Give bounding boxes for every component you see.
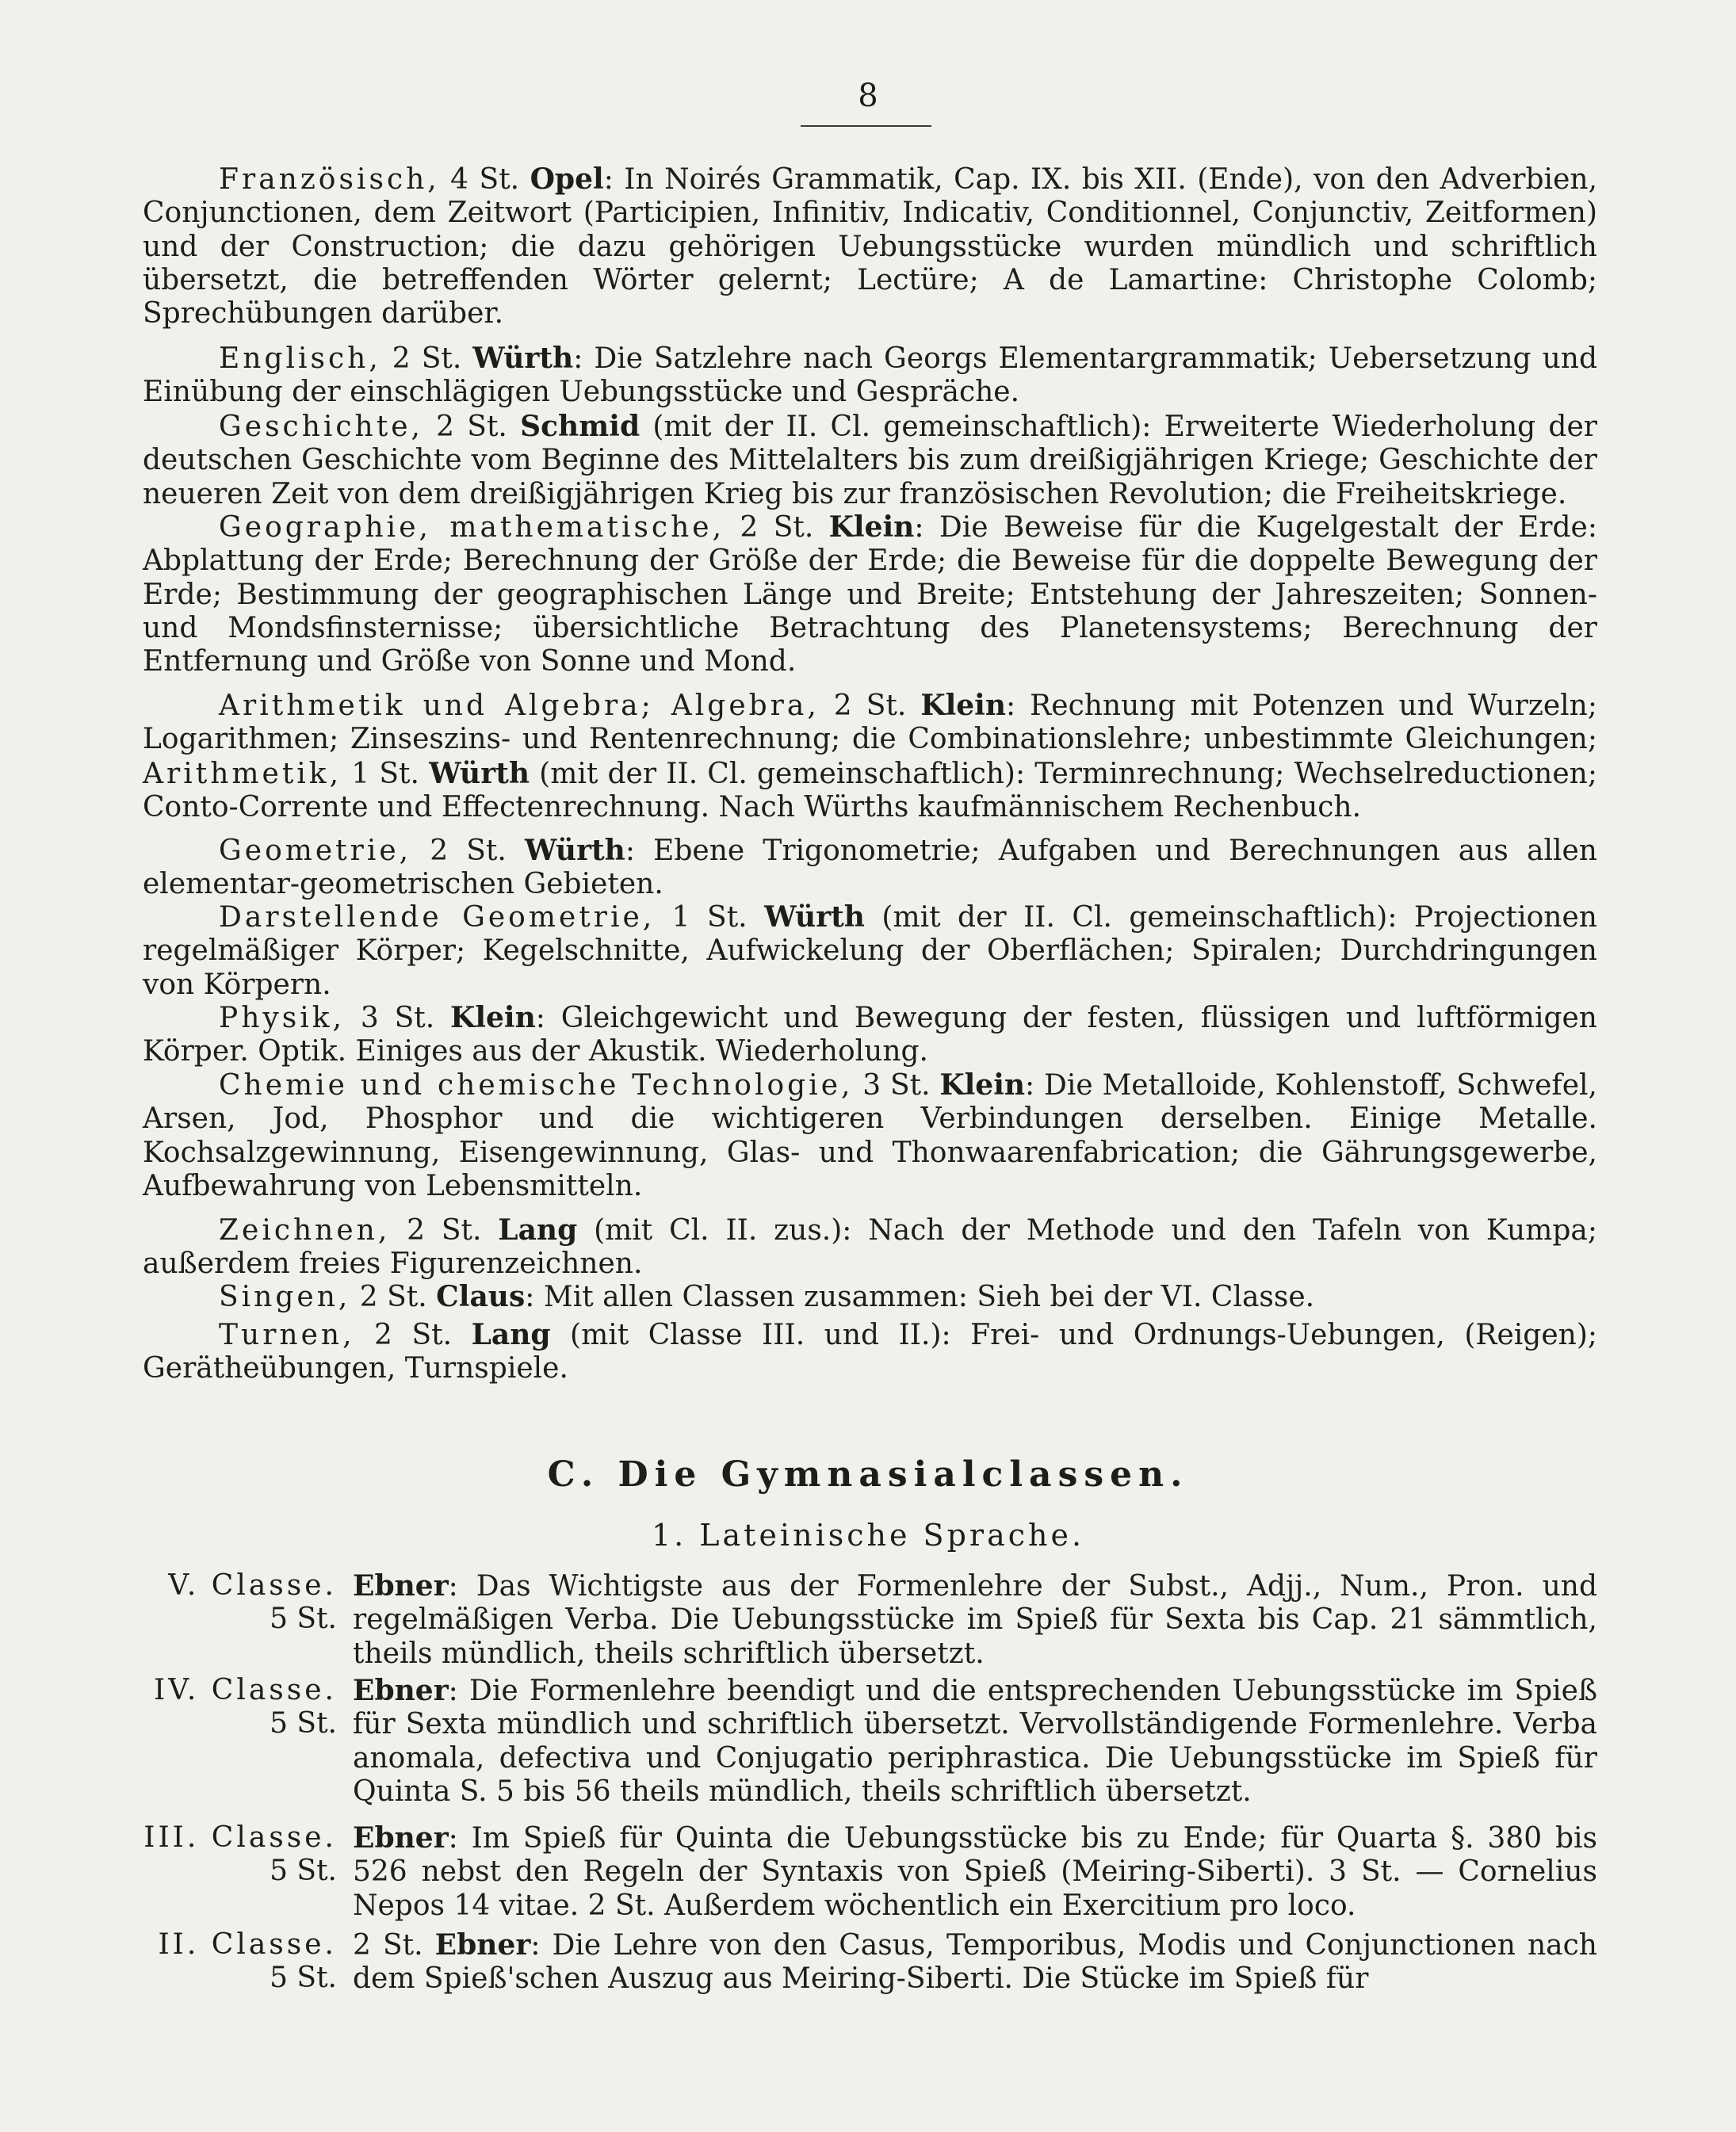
class-name: V. Classe. [168,1569,337,1602]
class-hours: 5 St. [270,1603,337,1636]
subject-hours: 2 St. [725,511,829,544]
subject-name: Arithmetik und Algebra; Algebra, [219,690,820,722]
class-label [143,1928,337,1996]
class-label [143,1821,337,1889]
class-name: III. Classe. [143,1821,337,1854]
subject-content: (mit der II. Cl. gemeinschaftlich): Erweiterte Wiederholung der deutschen Geschichte vom Beginne des Mittelalters bis zum dreißigjährigen Kriege; Geschichte der neueren Zeit von dem dreißigjährigen Krieg bis zur französischen Revolution; die Freiheitskriege. [143,411,1597,510]
subject-name: Singen, [219,1281,351,1313]
paragraph-zeichnen [143,1213,1597,1282]
class-hours: 5 St. [270,1962,337,1995]
class-content [353,1569,1597,1671]
paragraph-franzoesisch [143,162,1597,330]
paragraph-chemie [143,1068,1597,1203]
subject-hours: 2 St. [380,342,473,375]
paragraph-arithmetik-algebra [143,689,1597,824]
subject-content: : In Noirés Grammatik, Cap. IX. bis XII. (Ende), von den Adverbien, Conjunctionen, dem Zeitwort (Participien, Infinitiv, Indicativ, Conditionnel, Conjunctiv, Zeitformen) und der Construction; die dazu gehörigen Uebungsstücke wurden mündlich und schriftlich übersetzt, die betreffenden Wörter gelernt; Lectüre; A de Lamartine: Christophe Colomb; Sprechübungen darüber. [143,163,1598,330]
subject-content: : Gleichgewicht und Bewegung der festen, flüssigen und luftförmigen Körper. Optik. Einiges aus der Akustik. Wiederholung. [143,1002,1597,1068]
class-content [353,1928,1597,1996]
class-name: II. Classe. [158,1928,337,1961]
class-content-text: : Das Wichtigste aus der Formenlehre der Subst., Adjj., Num., Pron. und regelmäßigen Verba. Die Uebungsstücke im Spieß für Sexta bis Cap. 21 sämmtlich, theils mündlich, theils schriftlich übersetzt. [353,1570,1597,1670]
subject-name: Zeichnen, [219,1214,391,1247]
subject-name: Geometrie, [219,835,412,867]
subject-content: : Die Beweise für die Kugelgestalt der Erde: Abplattung der Erde; Berechnung der Größe der Erde; die Beweise für die doppelte Bewegung der Erde; Bestimmung der geographischen Länge und Breite; Entstehung der Jahreszeiten; Sonnen- und Mondsfinsternisse; übersichtliche Betrachtung des Planetensystems; Berechnung der Entfernung und Größe von Sonne und Mond. [143,511,1597,678]
subject-content: (mit Classe III. und II.): Frei- und Ordnungs-Uebungen, (Reigen); Gerätheübungen, Turnspiele. [143,1319,1597,1385]
teacher-name: Ebner [353,1569,449,1603]
section-heading: C. Die Gymnasialclassen. [547,1454,1189,1495]
teacher-name: Ebner [434,1928,531,1962]
teacher-name: Klein [450,1001,536,1034]
subject-hours: 2 St. [423,411,521,443]
class-content-text: : Die Lehre von den Casus, Temporibus, Modis und Conjunctionen nach dem Spieß'schen Auszug aus Meiring-Siberti. Die Stücke im Spieß für [353,1929,1597,1996]
teacher-name: Klein [939,1068,1026,1102]
subject-name: Chemie und chemische Technologie, [219,1069,854,1102]
subject-name: Geographie, mathematische, [219,511,725,544]
class-content [353,1674,1597,1809]
teacher-name: Lang [498,1213,578,1247]
subject-hours: 2 St. [819,690,921,722]
subject-content: : Rechnung mit Potenzen und Wurzeln; Logarithmen; Zinseszins- und Rentenrechnung; die Combinationslehre; unbestimmte Gleichungen; [143,690,1597,756]
subject-hours: 2 St. [354,1319,472,1351]
subject-content: : Die Metalloide, Kohlenstoff, Schwefel, Arsen, Jod, Phosphor und die wichtigeren Verbindungen derselben. Einige Metalle. Kochsalzgewinnung, Eisengewinnung, Glas- und Thonwaarenfabrication; die Gährungsgewerbe, Aufbewahrung von Lebensmitteln. [143,1069,1598,1202]
class-label [143,1674,337,1741]
subject-hours: 4 St. [439,163,530,196]
subject-hours: 2 St. [411,835,525,867]
class-label [143,1569,337,1637]
subject-content: : Mit allen Classen zusammen: Sieh bei der VI. Classe. [525,1281,1315,1313]
teacher-name: Würth [764,900,865,934]
teacher-name: Würth [524,834,625,867]
paragraph-turnen [143,1318,1597,1386]
teacher-name: Ebner [353,1821,449,1855]
subject-hours: 2 St. [350,1281,437,1313]
class-content-text: : Die Formenlehre beendigt und die entsprechenden Uebungsstücke im Spieß für Sexta mündlich und schriftlich übersetzt. Vervollständigende Formenlehre. Verba anomala, defectiva und Conjugatio periphrastica. Die Uebungsstücke im Spieß für Quinta S. 5 bis 56 theils mündlich, theils schriftlich übersetzt. [353,1675,1597,1808]
subject-name-arithmetik: Arithmetik, [143,757,342,790]
subject-name: Darstellende Geometrie, [219,901,656,934]
subject-content: (mit der II. Cl. gemeinschaftlich): Projectionen regelmäßiger Körper; Kegelschnitte, Aufwickelung der Oberflächen; Spiralen; Durchdringungen von Körpern. [143,901,1597,1001]
section-subheading: 1. Lateinische Sprache. [651,1518,1085,1553]
teacher-name: Lang [471,1318,551,1351]
paragraph-physik [143,1001,1597,1069]
class-hours: 5 St. [270,1855,337,1888]
teacher-name: Klein [828,510,915,544]
subject-hours: 1 St. [655,901,765,934]
teacher-name: Schmid [520,410,640,443]
paragraph-singen [143,1280,1597,1314]
subject-name: Englisch, [219,342,381,375]
subject-content: (mit Cl. II. zus.): Nach der Methode und den Tafeln von Kumpa; außerdem freies Figurenzeichnen. [143,1214,1597,1281]
class-hours-prefix: 2 St. [353,1929,435,1962]
subject-content: (mit der II. Cl. gemeinschaftlich): Terminrechnung; Wechselreductionen; Conto-Corrente und Effectenrechnung. Nach Würths kaufmännischem Rechenbuch. [143,757,1597,823]
subject-name: Physik, [219,1002,345,1034]
paragraph-geometrie [143,834,1597,902]
subject-content: : Die Satzlehre nach Georgs Elementargrammatik; Uebersetzung und Einübung der einschlägigen Uebungsstücke und Gespräche. [143,342,1597,409]
page-number-rule [801,125,931,127]
subject-hours: 3 St. [345,1002,451,1034]
teacher-name: Opel [530,162,604,196]
subject-hours: 2 St. [390,1214,499,1247]
teacher-name: Würth [472,342,574,375]
class-content-text: : Im Spieß für Quinta die Uebungsstücke bis zu Ende; für Quarta §. 380 bis 526 nebst den Regeln der Syntaxis von Spieß (Meiring-Siberti). 3 St. — Cornelius Nepos 14 vitae. 2 St. Außerdem wöchentlich ein Exercitium pro loco. [353,1822,1597,1922]
subject-name: Französisch, [219,163,440,196]
teacher-name: Claus [436,1280,526,1313]
subject-hours: 3 St. [853,1069,940,1102]
class-hours: 5 St. [270,1707,337,1740]
subject-hours: 1 St. [342,757,430,790]
paragraph-geschichte [143,410,1597,511]
subject-name: Turnen, [219,1319,355,1351]
class-content [353,1821,1597,1923]
paragraph-geographie [143,510,1597,678]
page-number: 8 [858,78,878,114]
subject-name: Geschichte, [219,411,423,443]
teacher-name: Ebner [353,1674,449,1707]
class-name: IV. Classe. [153,1674,337,1706]
teacher-name: Würth [429,756,530,790]
teacher-name: Klein [920,689,1007,722]
paragraph-englisch [143,342,1597,410]
paragraph-darstellende-geometrie [143,900,1597,1002]
subject-content: : Ebene Trigonometrie; Aufgaben und Berechnungen aus allen elementar-geometrischen Gebieten. [143,835,1597,901]
